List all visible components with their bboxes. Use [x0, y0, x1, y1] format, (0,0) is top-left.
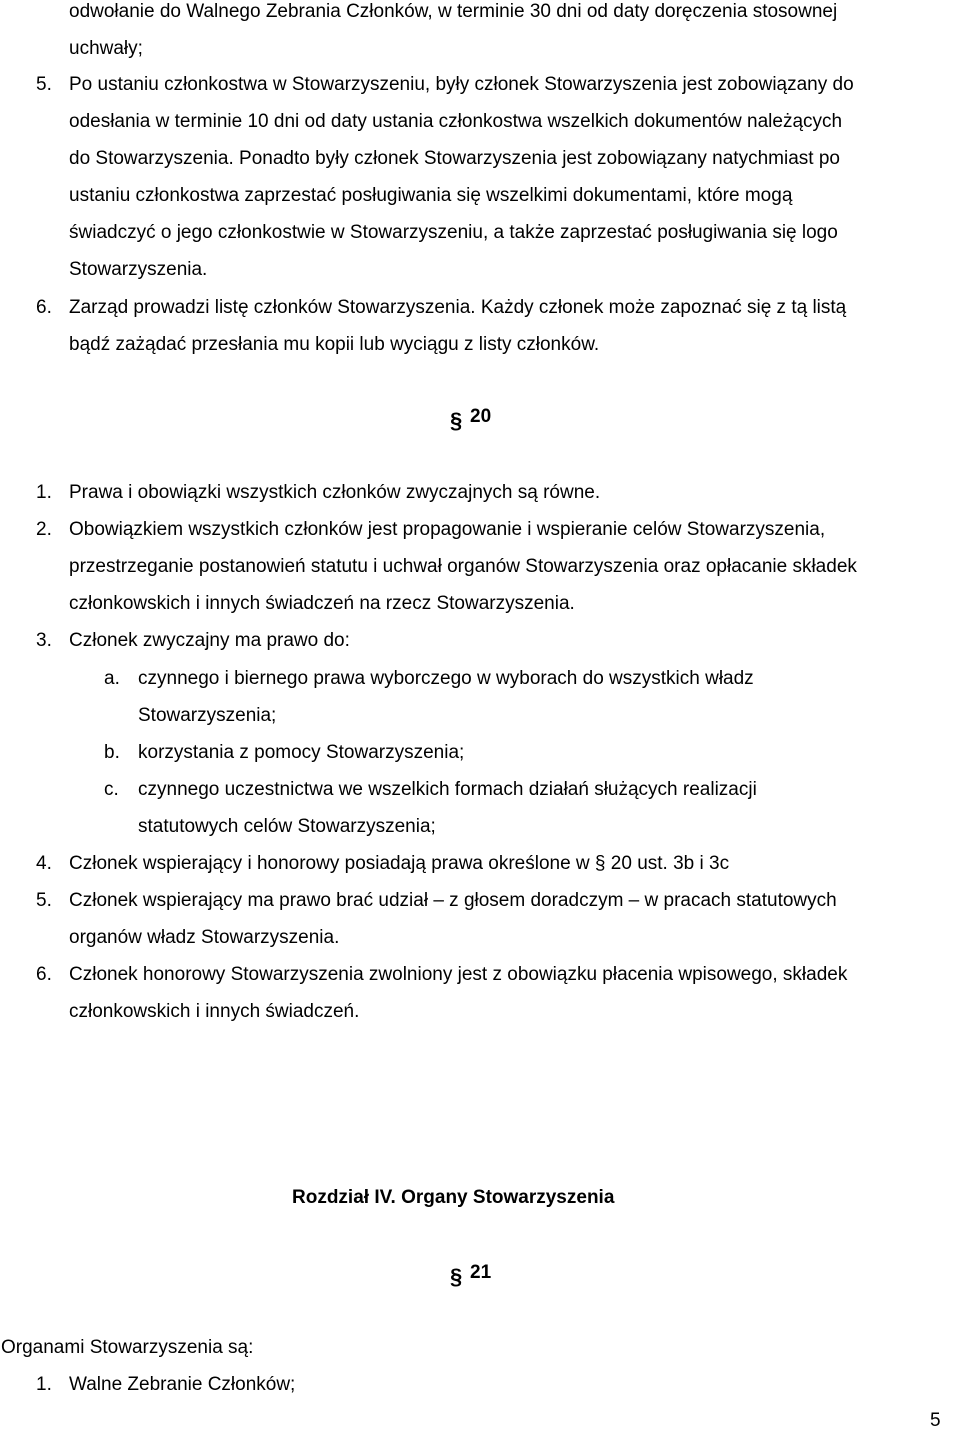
text-line: Członek honorowy Stowarzyszenia zwolniony jest z obowiązku płacenia wpisowego, składek — [69, 964, 848, 985]
sublist-letter: c. — [104, 779, 119, 800]
section-number: 21 — [470, 1262, 492, 1283]
text-line: Członek zwyczajny ma prawo do: — [69, 630, 350, 651]
text-line: Po ustaniu członkostwa w Stowarzyszeniu, były członek Stowarzyszenia jest zobowiązany do — [69, 74, 854, 95]
section-heading-21 — [450, 1262, 510, 1292]
text-line: członkowskich i innych świadczeń. — [69, 1001, 360, 1022]
text-line: do Stowarzyszenia. Ponadto były członek Stowarzyszenia jest zobowiązany natychmiast po — [69, 148, 840, 169]
section-symbol: § — [450, 1264, 463, 1289]
text-line: Walne Zebranie Członków; — [69, 1374, 296, 1395]
section-heading-20 — [450, 406, 510, 436]
text-line: Stowarzyszenia. — [69, 259, 208, 280]
text-line: bądź zażądać przesłania mu kopii lub wyciągu z listy członków. — [69, 334, 600, 355]
list-number: 3. — [36, 630, 52, 651]
sublist-letter: b. — [104, 742, 120, 763]
text-line: Członek wspierający ma prawo brać udział – z głosem doradczym – w pracach statutowych — [69, 890, 837, 911]
text-line: organów władz Stowarzyszenia. — [69, 927, 340, 948]
list-number: 6. — [36, 964, 52, 985]
chapter-title: Rozdział IV. Organy Stowarzyszenia — [292, 1187, 615, 1208]
text-line: Stowarzyszenia; — [138, 705, 277, 726]
text-line: Członek wspierający i honorowy posiadają prawa określone w § 20 ust. 3b i 3c — [69, 853, 730, 874]
text-line: ustaniu członkostwa zaprzestać posługiwania się wszelkimi dokumentami, które mogą — [69, 185, 793, 206]
section-number: 20 — [470, 406, 492, 427]
text-line: statutowych celów Stowarzyszenia; — [138, 816, 436, 837]
text-line: odesłania w terminie 10 dni od daty ustania członkostwa wszelkich dokumentów należących — [69, 111, 843, 132]
text-line: członkowskich i innych świadczeń na rzecz Stowarzyszenia. — [69, 593, 575, 614]
text-line: uchwały; — [69, 38, 143, 59]
list-number: 2. — [36, 519, 52, 540]
text-line: Zarząd prowadzi listę członków Stowarzyszenia. Każdy członek może zapoznać się z tą listą — [69, 297, 847, 318]
text-line: przestrzeganie postanowień statutu i uchwał organów Stowarzyszenia oraz opłacanie składek — [69, 556, 857, 577]
text-line: Organami Stowarzyszenia są: — [1, 1337, 254, 1358]
page-number: 5 — [930, 1410, 941, 1431]
list-number: 4. — [36, 853, 52, 874]
text-line: odwołanie do Walnego Zebrania Członków, w terminie 30 dni od daty doręczenia stosownej — [69, 1, 838, 22]
text-line: korzystania z pomocy Stowarzyszenia; — [138, 742, 465, 763]
list-number: 1. — [36, 1374, 52, 1395]
text-line: Obowiązkiem wszystkich członków jest propagowanie i wspieranie celów Stowarzyszenia, — [69, 519, 826, 540]
list-number: 6. — [36, 297, 52, 318]
text-line: świadczyć o jego członkostwie w Stowarzyszeniu, a także zaprzestać posługiwania się logo — [69, 222, 838, 243]
list-number: 5. — [36, 890, 52, 911]
sublist-letter: a. — [104, 668, 120, 689]
text-line: czynnego i biernego prawa wyborczego w wyborach do wszystkich władz — [138, 668, 754, 689]
text-line: czynnego uczestnictwa we wszelkich formach działań służących realizacji — [138, 779, 757, 800]
list-number: 1. — [36, 482, 52, 503]
section-symbol: § — [450, 408, 463, 433]
list-number: 5. — [36, 74, 52, 95]
text-line: Prawa i obowiązki wszystkich członków zwyczajnych są równe. — [69, 482, 601, 503]
